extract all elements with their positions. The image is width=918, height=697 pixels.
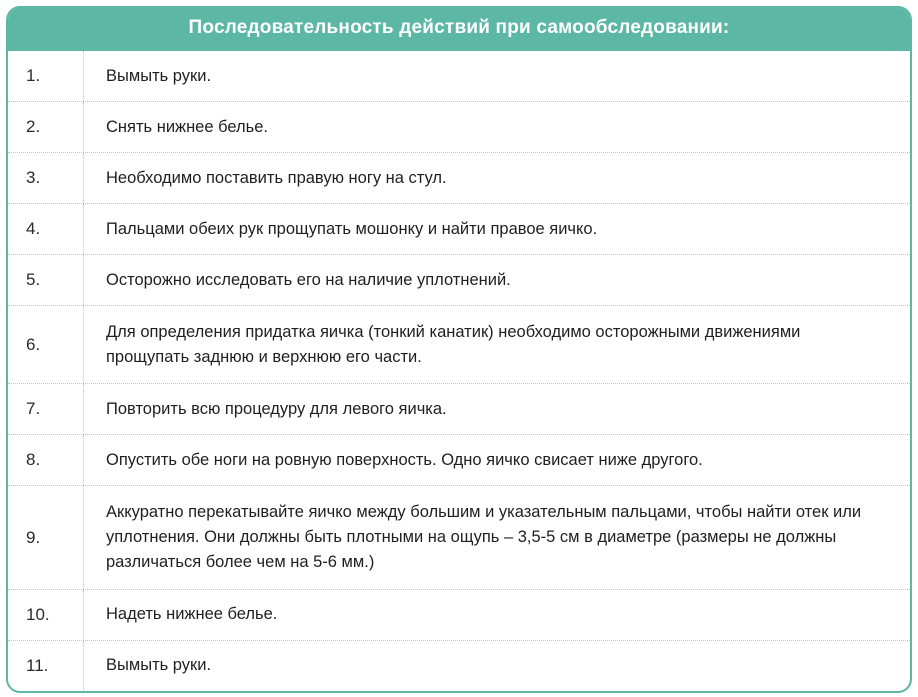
row-number: 7. xyxy=(8,384,84,434)
row-text: Необходимо поставить правую ногу на стул. xyxy=(106,168,447,187)
table-row xyxy=(8,640,910,691)
row-number: 11. xyxy=(8,641,84,691)
table-row xyxy=(8,589,910,640)
row-number: 2. xyxy=(8,102,84,152)
table-row xyxy=(8,51,910,101)
table-row xyxy=(8,305,910,384)
row-number: 10. xyxy=(8,590,84,640)
table-row xyxy=(8,254,910,305)
row-number: 1. xyxy=(8,51,84,101)
row-text: Пальцами обеих рук прощупать мошонку и найти правое яичко. xyxy=(106,219,598,238)
table-body xyxy=(8,51,910,691)
row-text: Для определения придатка яичка (тонкий канатик) необходимо осторожными движениями прощупать заднюю и верхнюю его части. xyxy=(106,322,801,366)
row-number: 3. xyxy=(8,153,84,203)
table-row xyxy=(8,383,910,434)
table-row xyxy=(8,434,910,485)
table-row xyxy=(8,485,910,588)
table-row xyxy=(8,101,910,152)
row-text: Аккуратно перекатывайте яичко между большим и указательным пальцами, чтобы найти отек или уплотнения. Они должны быть плотными на ощупь – 3,5-5 см в диаметре (размеры не должны различаться более чем на 5-6 мм.) xyxy=(106,503,862,571)
table-row xyxy=(8,152,910,203)
row-text: Осторожно исследовать его на наличие уплотнений. xyxy=(106,270,511,289)
table-row xyxy=(8,203,910,254)
row-text: Вымыть руки. xyxy=(106,656,212,675)
row-text: Повторить всю процедуру для левого яичка. xyxy=(106,400,447,419)
table-title: Последовательность действий при самообследовании: xyxy=(8,8,910,51)
row-number: 8. xyxy=(8,435,84,485)
row-text: Надеть нижнее белье. xyxy=(106,605,278,624)
row-number: 9. xyxy=(8,486,84,588)
row-number: 5. xyxy=(8,255,84,305)
row-number: 4. xyxy=(8,204,84,254)
row-text: Снять нижнее белье. xyxy=(106,117,268,136)
row-number: 6. xyxy=(8,306,84,384)
row-text: Вымыть руки. xyxy=(106,66,212,85)
row-text: Опустить обе ноги на ровную поверхность. Одно яичко свисает ниже другого. xyxy=(106,451,703,470)
procedure-table xyxy=(6,6,912,693)
